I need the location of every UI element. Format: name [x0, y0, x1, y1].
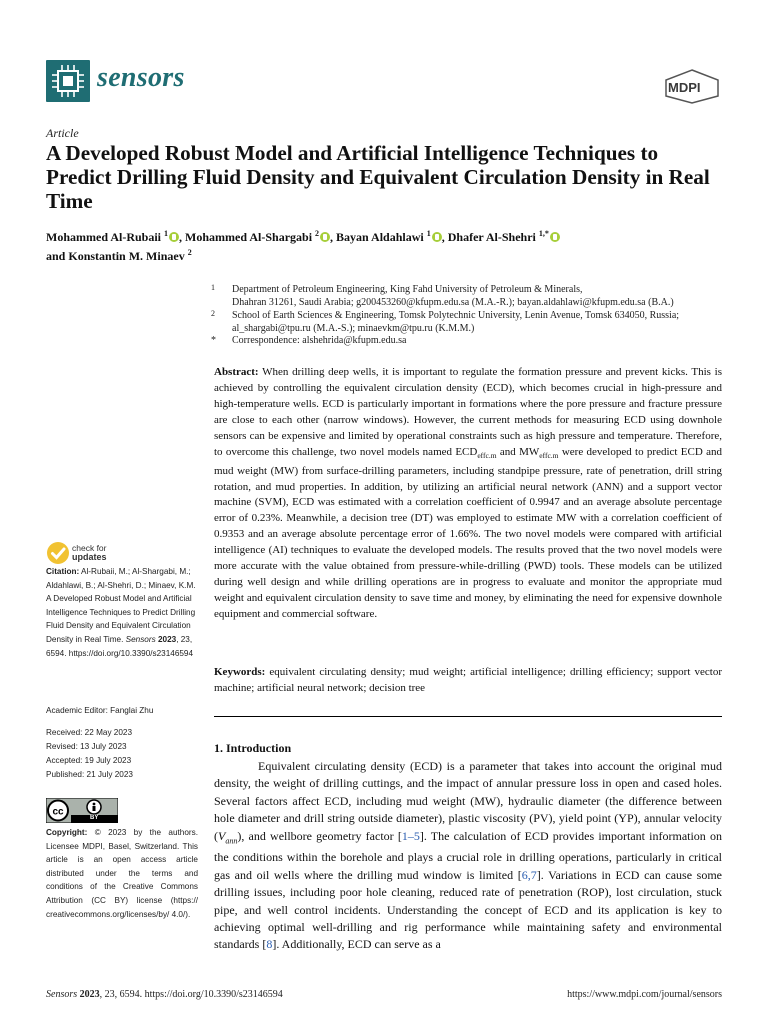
check-updates-line: updates: [72, 552, 107, 562]
section-heading: 1. Introduction: [214, 741, 292, 755]
affiliation-line: School of Earth Sciences & Engineering, Tomsk Polytechnic University, Lenin Avenue, Tomsk 634050, Russia;: [232, 310, 680, 321]
abstract: [214, 365, 722, 623]
article-title: A Developed Robust Model and Artificial Intelligence Techniques to Predict Drilling Fluid Density and Equivalent Circulation Density in Real Time: [46, 141, 710, 213]
check-updates-line: check for: [72, 543, 107, 553]
svg-text:cc: cc: [52, 806, 64, 818]
citation-text: Al-Rubaii, M.; Al-Shargabi, M.; Aldahlawi, B.; Al-Shehri, D.; Minaev, K.M. A Developed Robust Model and Artificial Intelligence Techniques to Predict Drilling Fluid Density and Equivalent Circulation Density in Real Time.: [46, 567, 196, 644]
reference-link[interactable]: 6,7: [521, 867, 537, 882]
copyright-text: © 2023 by the authors. Licensee MDPI, Basel, Switzerland. This article is an open access article distributed under the terms and conditions of the Creative Commons Attribution (CC BY) license (https:// creativecommons.org/licenses/by/ 4.0/).: [46, 828, 198, 919]
author-affiliation: 2: [187, 248, 192, 257]
chip-icon: [46, 60, 90, 102]
journal-name[interactable]: sensors: [97, 62, 185, 93]
variable-subscript: ann: [225, 836, 238, 846]
body-text: Equivalent circulating density (ECD) is a parameter that takes into account the original mud density, the weight of drilling cuttings, and the impact of annular pressure loss in open and cased holes. Several factors affect ECD, including mud weight (MW), hydraulic diameter (the difference between hole diameter and drill string outside diameter), plastic viscosity (PV), yield point (YP), annular velocity (: [214, 759, 722, 843]
reference-link[interactable]: 1–5: [401, 828, 420, 843]
author-name[interactable]: Mohammed Al-Rubaii: [46, 230, 162, 244]
abstract-subscript: effc.m: [539, 450, 559, 460]
footer-year: 2023: [79, 989, 100, 1000]
citation-year: 2023: [155, 634, 177, 644]
abstract-text: When drilling deep wells, it is important to regulate the formation pressure and prevent kicks. This is achieved by controlling the equivalent circulation density (ECD), which becomes crucial in high-pressure and high-temperature wells. ECD is particularly important in formations where the pore pressure and fracture pressure are close to each other (narrow windows). However, the current methods for measuring ECD using downhole sensors can be expensive and limited by operational constraints such as high pressure and temperature. Therefore, to overcome this challenge, two novel models named ECD: [214, 366, 722, 458]
received-date: Received: 22 May 2023: [46, 728, 133, 737]
article-type: Article: [46, 126, 79, 140]
footer-journal: Sensors: [46, 989, 78, 1000]
abstract-text: and MW: [496, 445, 540, 458]
author-name[interactable]: Dhafer Al-Shehri: [447, 230, 536, 244]
check-updates-icon: [46, 541, 70, 565]
author-name[interactable]: Bayan Aldahlawi: [336, 230, 424, 244]
affiliation-line: Department of Petroleum Engineering, King Fahd University of Petroleum & Minerals,: [232, 284, 583, 295]
mdpi-logo[interactable]: [664, 68, 720, 104]
abstract-label: Abstract:: [214, 366, 259, 378]
citation: [46, 565, 198, 660]
author-affiliation: 1,*: [538, 229, 549, 238]
affiliation-line: Dhahran 31261, Saudi Arabia; g200453260@kfupm.edu.sa (M.A.-R.); bayan.aldahlawi@kfupm.edu.sa (B.A.): [232, 297, 674, 308]
copyright-label: Copyright:: [46, 828, 88, 837]
orcid-icon[interactable]: [550, 232, 560, 242]
accepted-date: Accepted: 19 July 2023: [46, 756, 132, 765]
keywords-label: Keywords:: [214, 666, 266, 678]
introduction-text: [214, 758, 722, 954]
footer-doi[interactable]: , 23, 6594. https://doi.org/10.3390/s23146594: [99, 989, 283, 1000]
orcid-icon[interactable]: [432, 232, 442, 242]
body-text: ]. The calculation of ECD provides important information on the conditions within the borehole and plays a crucial role in drilling operations, particularly in critical gas and oil wells where the drilling mud window is limited [: [214, 828, 722, 882]
author-affiliation: 1: [164, 229, 169, 238]
body-text: ]. Additionally, ECD can serve as a: [272, 937, 441, 952]
revised-date: Revised: 13 July 2023: [46, 742, 127, 751]
academic-editor: Academic Editor: Fanglai Zhu: [46, 706, 154, 715]
author-affiliation: 2: [315, 229, 320, 238]
keywords: [214, 665, 722, 697]
variable: V: [218, 828, 226, 843]
author-affiliation: 1: [426, 229, 431, 238]
body-text: ), and wellbore geometry factor [: [237, 828, 402, 843]
author-list: Mohammed Al-Rubaii $^1$ , Mohammed Al-Shargabi $^2$ , Bayan Aldahlawi $^1$ , Dhafer Al-Shehri $^{1,*}$ and Konstantin M. Minaev $^2$: [46, 226, 736, 264]
citation-label: Citation:: [46, 567, 80, 576]
copyright: [46, 826, 198, 921]
cc-by-label: BY: [90, 815, 99, 821]
published-date: Published: 21 July 2023: [46, 770, 133, 779]
journal-logo: [46, 60, 90, 102]
cc-by-license-badge[interactable]: [46, 798, 118, 823]
orcid-icon[interactable]: [169, 232, 179, 242]
footer-citation: [46, 989, 283, 1000]
keywords-text: equivalent circulating density; mud weight; artificial intelligence; drilling efficiency; support vector machine; artificial neural network; decision tree: [214, 666, 722, 694]
affiliation-number: 1: [211, 283, 215, 292]
abstract-text: were developed to predict ECD and mud weight (MW) from surface-drilling parameters, including standpipe pressure, rate of penetration, drill string rotation, and mud properties. In addition, by utilizing an artificial neural network (ANN) and a support vector machine (SVM), ECD was estimated with a correlation coefficient of 0.9947 and an average absolute percentage error of 0.23%. Meanwhile, a decision tree (DT) was employed to estimate MW with a correlation coefficient of 0.9353 and an average absolute percentage error of 1.66%. The two novel models were compared with artificial intelligence (AI) techniques to evaluate the developed models. The results proved that the two novel models were more accurate with the value obtained from pressure-while-drilling (PWD) tools. These models can be utilized during well design and while drilling operations are in progress to evaluate and monitor the appropriate mud weight and equivalent circulation density to save time and money, by eliminating the need for expensive downhole equipment and commercial software.: [214, 445, 722, 620]
cc-by-icon: [46, 798, 118, 823]
orcid-icon[interactable]: [320, 232, 330, 242]
check-for-updates-label[interactable]: [72, 544, 107, 562]
affiliation-line: al_shargabi@tpu.ru (M.A.-S.); minaevkm@tpu.ru (K.M.M.): [232, 323, 475, 334]
mdpi-logo-text: MDPI: [668, 80, 701, 95]
body-text: ]. Variations in ECD can cause some drilling issues, including poor hole cleaning, reduced rate of penetration (ROP), lost circulation, stuck pipe, and well control incidents. Understanding the concept of ECD and its application is key to achieving optimal well-drilling and rig performance while maintaining safety and environmental standards [: [214, 867, 723, 952]
author-name[interactable]: Konstantin M. Minaev: [68, 249, 185, 263]
correspondence-line: Correspondence: alshehrida@kfupm.edu.sa: [232, 335, 407, 346]
divider: [214, 716, 722, 717]
check-for-updates-button[interactable]: [46, 541, 70, 565]
abstract-subscript: effc.m: [477, 450, 497, 460]
authors-joiner: and: [46, 249, 66, 263]
affiliation-number: 2: [211, 309, 215, 318]
author-name[interactable]: Mohammed Al-Shargabi: [185, 230, 313, 244]
citation-doi[interactable]: , 23, 6594. https://doi.org/10.3390/s23146594: [46, 634, 194, 658]
citation-journal: Sensors: [125, 634, 156, 644]
affiliation-number: *: [211, 335, 216, 346]
reference-link[interactable]: 8: [266, 937, 273, 952]
footer-journal-url[interactable]: https://www.mdpi.com/journal/sensors: [567, 989, 722, 1000]
